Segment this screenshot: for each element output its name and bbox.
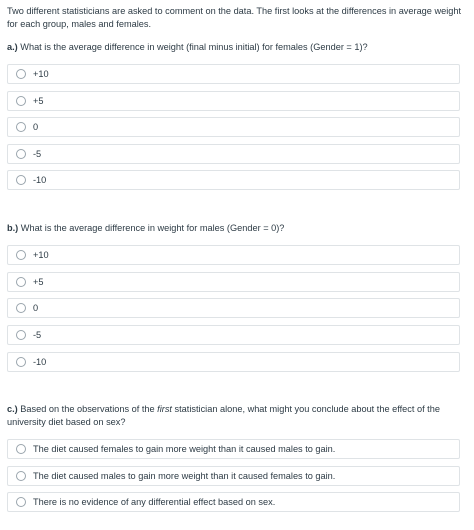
radio-icon[interactable]	[16, 122, 26, 132]
option-label: -10	[33, 357, 47, 367]
question-a-option-2[interactable]	[7, 91, 460, 111]
radio-icon[interactable]	[16, 330, 26, 340]
question-c-option-1[interactable]	[7, 439, 460, 459]
question-b-option-1[interactable]	[7, 245, 460, 265]
question-a-option-3[interactable]	[7, 117, 460, 137]
option-label: -10	[33, 175, 47, 185]
radio-icon[interactable]	[16, 444, 26, 454]
option-label: There is no evidence of any differential effect based on sex.	[33, 497, 276, 507]
option-label: -5	[33, 149, 42, 159]
radio-icon[interactable]	[16, 96, 26, 106]
option-label: +10	[33, 250, 49, 260]
radio-icon[interactable]	[16, 149, 26, 159]
radio-icon[interactable]	[16, 497, 26, 507]
question-a	[7, 41, 462, 54]
question-c-emphasis: first	[157, 404, 172, 414]
question-b-option-2[interactable]	[7, 272, 460, 292]
option-label: The diet caused males to gain more weight than it caused females to gain.	[33, 471, 336, 481]
option-label: The diet caused females to gain more weight than it caused males to gain.	[33, 444, 336, 454]
radio-icon[interactable]	[16, 357, 26, 367]
question-b	[7, 222, 462, 235]
option-label: 0	[33, 303, 39, 313]
question-b-prefix: b.)	[7, 223, 19, 233]
option-label: +5	[33, 277, 44, 287]
option-label: +10	[33, 69, 49, 79]
question-a-text: What is the average difference in weight (final minus initial) for females (Gender = 1)?	[17, 42, 368, 52]
question-c-text-1: Based on the observations of the	[17, 404, 158, 414]
question-b-option-3[interactable]	[7, 298, 460, 318]
radio-icon[interactable]	[16, 175, 26, 185]
radio-icon[interactable]	[16, 471, 26, 481]
question-a-option-5[interactable]	[7, 170, 460, 190]
question-c-option-3[interactable]	[7, 492, 460, 512]
question-a-option-1[interactable]	[7, 64, 460, 84]
option-label: -5	[33, 330, 42, 340]
option-label: +5	[33, 96, 44, 106]
question-a-prefix: a.)	[7, 42, 18, 52]
question-c-text-2: statistician alone, what might you conclude about the effect of the university diet based on sex?	[7, 404, 440, 427]
question-c	[7, 403, 462, 429]
question-c-option-2[interactable]	[7, 466, 460, 486]
radio-icon[interactable]	[16, 250, 26, 260]
option-label: 0	[33, 122, 39, 132]
radio-icon[interactable]	[16, 277, 26, 287]
question-c-prefix: c.)	[7, 404, 18, 414]
question-b-text: What is the average difference in weight for males (Gender = 0)?	[18, 223, 285, 233]
question-b-option-5[interactable]	[7, 352, 460, 372]
intro-text: Two different statisticians are asked to comment on the data. The first looks at the differences in average weight for each group, males and females.	[7, 6, 462, 29]
radio-icon[interactable]	[16, 69, 26, 79]
question-a-option-4[interactable]	[7, 144, 460, 164]
question-b-option-4[interactable]	[7, 325, 460, 345]
radio-icon[interactable]	[16, 303, 26, 313]
